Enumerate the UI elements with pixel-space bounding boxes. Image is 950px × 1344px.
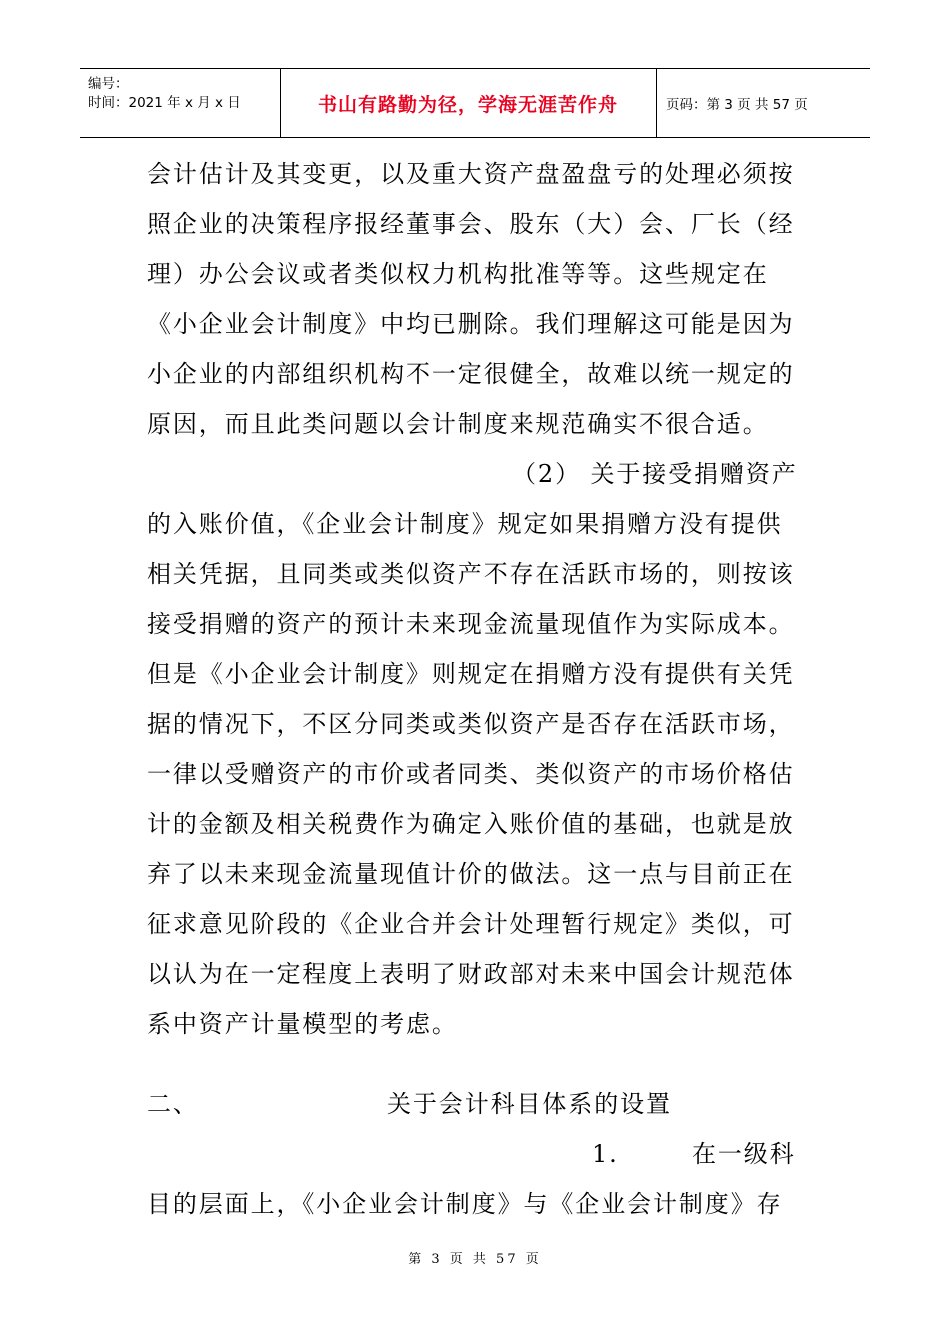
time-label: 时间：2021 年 x 月 x 日 <box>88 95 241 111</box>
header-page-info: 页码：第 3 页 共 57 页 <box>666 97 808 113</box>
body-line: 相关凭据，且同类或类似资产不存在活跃市场的，则按该 <box>147 560 795 588</box>
body-line: 一律以受赠资产的市价或者同类、类似资产的市场价格估 <box>147 760 795 788</box>
number-label: 编号： <box>88 76 129 92</box>
item-text: 在一级科 <box>692 1140 796 1168</box>
header-divider <box>656 69 657 137</box>
body-line: 原因，而且此类问题以会计制度来规范确实不很合适。 <box>147 410 769 438</box>
body-line: 目的层面上，《小企业会计制度》与《企业会计制度》存 <box>147 1190 783 1218</box>
item-heading-2: （2） 关于接受捐赠资产 <box>512 460 798 488</box>
body-line: 小企业的内部组织机构不一定很健全，故难以统一规定的 <box>147 360 795 388</box>
body-line: 据的情况下，不区分同类或类似资产是否存在活跃市场， <box>147 710 795 738</box>
body-line: 照企业的决策程序报经董事会、股东（大）会、厂长（经 <box>147 210 795 238</box>
body-line: 弃了以未来现金流量现值计价的做法。这一点与目前正在 <box>147 860 795 888</box>
body-line: 系中资产计量模型的考虑。 <box>147 1010 458 1038</box>
body-line: 但是《小企业会计制度》则规定在捐赠方没有提供有关凭 <box>147 660 795 688</box>
section-number: 二、 <box>147 1090 199 1118</box>
header-table <box>80 68 870 138</box>
body-line: 《小企业会计制度》中均已删除。我们理解这可能是因为 <box>147 310 795 338</box>
body-line: 接受捐赠的资产的预计未来现金流量现值作为实际成本。 <box>147 610 795 638</box>
body-line: 以认为在一定程度上表明了财政部对未来中国会计规范体 <box>147 960 795 988</box>
body-line: 征求意见阶段的《企业合并会计处理暂行规定》类似，可 <box>147 910 795 938</box>
body-line: 理）办公会议或者类似权力机构批准等等。这些规定在 <box>147 260 769 288</box>
item-number: 1. <box>592 1140 619 1168</box>
body-line: 会计估计及其变更，以及重大资产盘盈盘亏的处理必须按 <box>147 160 795 188</box>
page-footer: 第 3 页 共 57 页 <box>408 1252 542 1267</box>
body-line: 的入账价值，《企业会计制度》规定如果捐赠方没有提供 <box>147 510 783 538</box>
body-line: 计的金额及相关税费作为确定入账价值的基础，也就是放 <box>147 810 795 838</box>
header-meta <box>88 75 241 113</box>
header-motto: 书山有路勤为径，学海无涯苦作舟 <box>317 93 618 116</box>
section-title: 关于会计科目体系的设置 <box>387 1090 672 1118</box>
